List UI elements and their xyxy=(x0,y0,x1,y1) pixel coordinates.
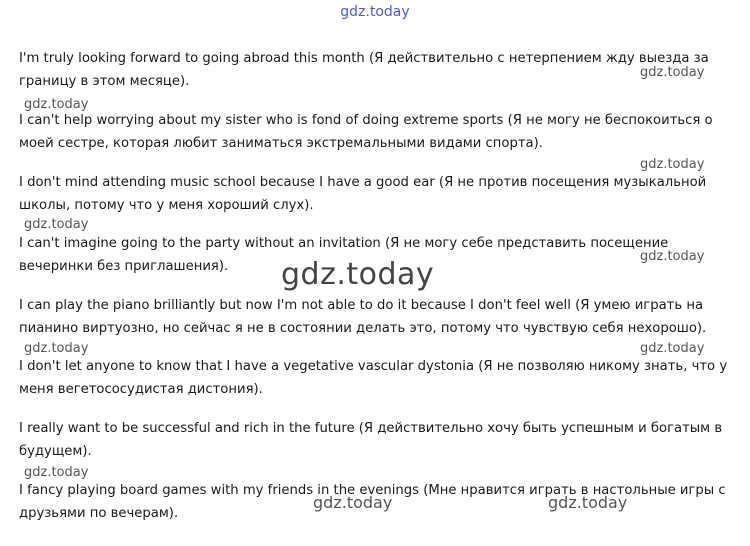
sentence-paragraph: I'm truly looking forward to going abroad this month (Я действительно с нетерпением жду выезда за границу в этом месяце). xyxy=(19,51,709,89)
sentence-paragraph: I really want to be successful and rich in the future (Я действительно хочу быть успешным и богатым в будущем). xyxy=(19,421,723,459)
watermark: gdz.today xyxy=(640,341,705,356)
sentence-paragraph: I can't imagine going to the party without an invitation (Я не могу себе представить посещение вечеринки без приглашения). xyxy=(19,236,669,274)
sentence-paragraph: I can't help worrying about my sister who is fond of doing extreme sports (Я не могу не беспокоиться о моей сестре, которая любит заниматься экстремальными видами спорта). xyxy=(19,113,713,151)
watermark-top: gdz.today xyxy=(340,4,410,20)
watermark: gdz.today xyxy=(24,97,89,112)
watermark: gdz.today xyxy=(640,65,705,80)
watermark: gdz.today xyxy=(640,157,705,172)
watermark: gdz.today xyxy=(24,341,89,356)
watermark: gdz.today xyxy=(313,493,393,512)
sentence-paragraph: I don't mind attending music school because I have a good ear (Я не против посещения музыкальной школы, потому что у меня хороший слух). xyxy=(19,175,707,213)
watermark: gdz.today xyxy=(24,217,89,232)
sentence-paragraph: I can play the piano brilliantly but now I'm not able to do it because I don't feel well (Я умею играть на пианино виртуозно, но сейчас я не в состоянии делать это, потому что чувствую себя нехорошо). xyxy=(19,298,707,336)
watermark: gdz.today xyxy=(548,493,628,512)
watermark-large: gdz.today xyxy=(281,257,435,292)
watermark: gdz.today xyxy=(24,465,89,480)
watermark: gdz.today xyxy=(640,249,705,264)
sentence-paragraph: I don't let anyone to know that I have a vegetative vascular dystonia (Я не позволяю никому знать, что у меня вегетососудистая дистония). xyxy=(19,359,728,397)
sentence-paragraph: I fancy playing board games with my friends in the evenings (Мне нравится играть в настольные игры с друзьями по вечерам). xyxy=(19,483,726,521)
